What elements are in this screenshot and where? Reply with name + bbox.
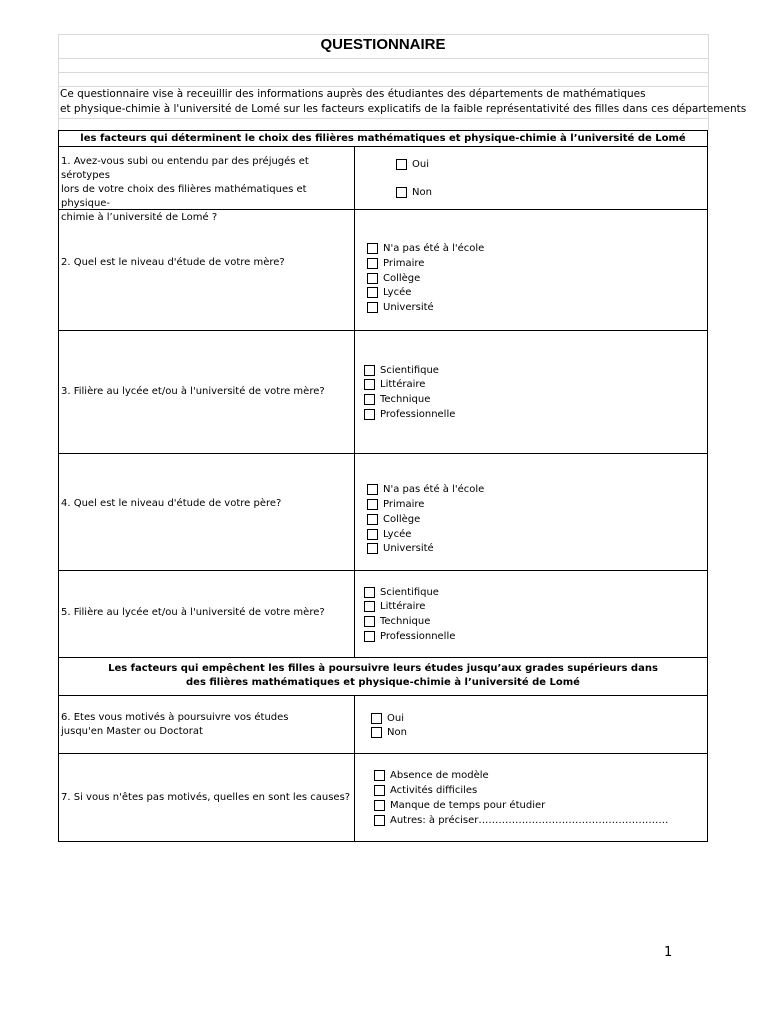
grid-line <box>708 34 709 130</box>
option-non[interactable]: Non <box>371 725 407 739</box>
option-non[interactable]: Non <box>396 185 432 199</box>
checkbox[interactable] <box>367 243 378 254</box>
page-number: 1 <box>664 945 673 960</box>
checkbox[interactable] <box>364 587 375 598</box>
grid-line <box>58 118 708 119</box>
checkbox[interactable] <box>364 379 375 390</box>
checkbox[interactable] <box>367 514 378 525</box>
option-no-school[interactable]: N'a pas été à l'école <box>367 482 484 496</box>
option-scientifique[interactable]: Scientifique <box>364 363 439 377</box>
option-oui[interactable]: Oui <box>396 157 429 171</box>
grid-line <box>58 58 708 59</box>
grid-line <box>58 86 708 87</box>
option-oui[interactable]: Oui <box>371 711 404 725</box>
checkbox[interactable] <box>367 302 378 313</box>
checkbox[interactable] <box>374 785 385 796</box>
checkbox[interactable] <box>367 273 378 284</box>
option-universite[interactable]: Université <box>367 300 434 314</box>
checkbox[interactable] <box>367 258 378 269</box>
option-college[interactable]: Collège <box>367 512 420 526</box>
checkbox[interactable] <box>364 631 375 642</box>
checkbox[interactable] <box>364 409 375 420</box>
checkbox[interactable] <box>371 713 382 724</box>
option-professionnelle[interactable]: Professionnelle <box>364 407 455 421</box>
checkbox[interactable] <box>374 770 385 781</box>
option-no-school[interactable]: N'a pas été à l'école <box>367 241 484 255</box>
option-college[interactable]: Collège <box>367 271 420 285</box>
question-7: 7. Si vous n'êtes pas motivés, quelles en sont les causes? <box>61 792 351 803</box>
option-lycee[interactable]: Lycée <box>367 527 411 541</box>
question-1: 1. Avez-vous subi ou entendu par des préjugés et sérotypes lors de votre choix des filières mathématiques et physique- chimie à l’université de Lomé ? <box>61 156 309 223</box>
option-technique[interactable]: Technique <box>364 614 430 628</box>
grid-line <box>58 72 708 73</box>
question-6: 6. Etes vous motivés à poursuivre vos études jusqu'en Master ou Doctorat <box>61 712 289 737</box>
checkbox[interactable] <box>371 727 382 738</box>
questionnaire-table <box>58 130 708 842</box>
option-absence-modele[interactable]: Absence de modèle <box>374 768 489 782</box>
checkbox[interactable] <box>396 159 407 170</box>
checkbox[interactable] <box>364 616 375 627</box>
section-title: les facteurs qui déterminent le choix des filières mathématiques et physique-chimie à l’université de Lomé <box>80 133 686 144</box>
checkbox[interactable] <box>374 815 385 826</box>
checkbox[interactable] <box>367 529 378 540</box>
checkbox[interactable] <box>364 601 375 612</box>
option-primaire[interactable]: Primaire <box>367 497 424 511</box>
option-professionnelle[interactable]: Professionnelle <box>364 629 455 643</box>
checkbox[interactable] <box>367 543 378 554</box>
section-title: Les facteurs qui empêchent les filles à poursuivre leurs études jusqu’aux grades supérieurs dans des filières mathématiques et physique-chimie à l’université de Lomé <box>108 663 658 688</box>
question-5: 5. Filière au lycée et/ou à l'université de votre mère? <box>61 607 325 618</box>
question-4: 4. Quel est le niveau d'étude de votre père? <box>61 498 282 509</box>
option-universite[interactable]: Université <box>367 541 434 555</box>
option-activites-difficiles[interactable]: Activités difficiles <box>374 783 477 797</box>
option-litteraire[interactable]: Littéraire <box>364 377 425 391</box>
option-manque-temps[interactable]: Manque de temps pour étudier <box>374 798 545 812</box>
question-3: 3. Filière au lycée et/ou à l'université de votre mère? <box>61 386 325 397</box>
checkbox[interactable] <box>367 287 378 298</box>
intro-line: Ce questionnaire vise à receuillir des informations auprès des étudiantes des départements de mathématiques <box>60 88 646 100</box>
intro-line: et physique-chimie à l'université de Lomé sur les facteurs explicatifs de la faible représentativité des filles dans ces départements <box>60 103 747 115</box>
checkbox[interactable] <box>364 394 375 405</box>
option-technique[interactable]: Technique <box>364 392 430 406</box>
option-autres[interactable]: Autres: à préciser………………………………………………… <box>374 813 668 827</box>
checkbox[interactable] <box>364 365 375 376</box>
question-2: 2. Quel est le niveau d'étude de votre mère? <box>61 257 285 268</box>
checkbox[interactable] <box>367 499 378 510</box>
checkbox[interactable] <box>367 484 378 495</box>
checkbox[interactable] <box>396 187 407 198</box>
page-title: QUESTIONNAIRE <box>320 36 446 53</box>
option-primaire[interactable]: Primaire <box>367 256 424 270</box>
option-litteraire[interactable]: Littéraire <box>364 599 425 613</box>
option-lycee[interactable]: Lycée <box>367 285 411 299</box>
grid-line <box>58 34 708 35</box>
option-scientifique[interactable]: Scientifique <box>364 585 439 599</box>
checkbox[interactable] <box>374 800 385 811</box>
